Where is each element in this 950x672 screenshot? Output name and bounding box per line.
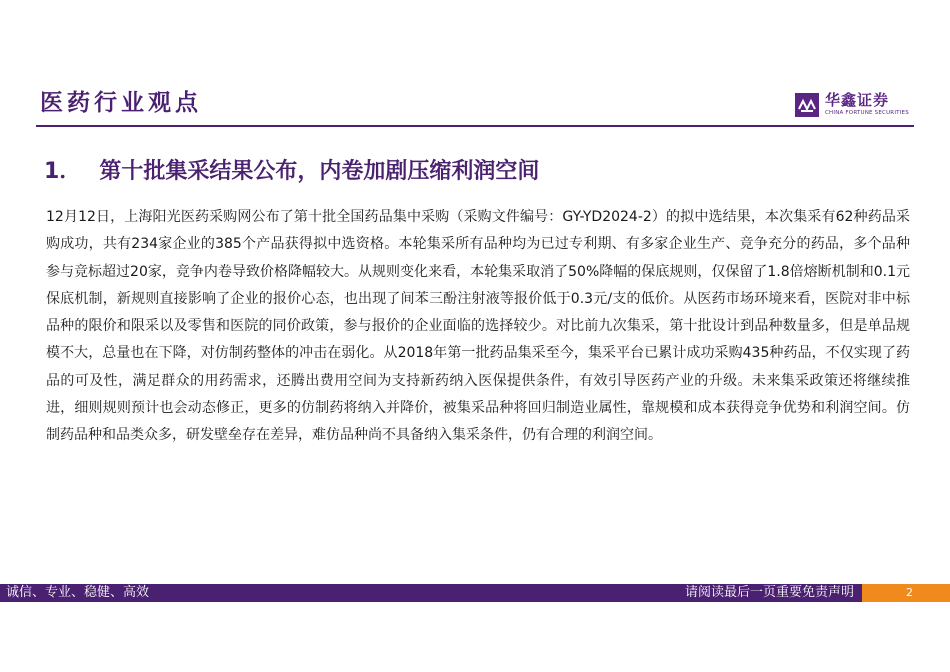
page-title: 医药行业观点 xyxy=(40,90,202,116)
page-number: 2 xyxy=(906,586,913,599)
footer-slogan: 诚信、专业、稳健、高效 xyxy=(6,585,150,600)
section-heading xyxy=(44,154,539,185)
body-paragraph: 12月12日，上海阳光医药采购网公布了第十批全国药品集中采购（采购文件编号：GY-YD2024-2）的拟中选结果，本次集采有62种药品采购成功，共有234家企业的385个产品获得拟中选资格。本轮集采所有品种均为已过专利期、有多家企业生产、竞争充分的药品，多个品种参与竞标超过20家，竞争内卷导致价格降幅较大。从规则变化来看，本轮集采取消了50%降幅的保底规则，仅保留了1.8倍熔断机制和0.1元保底机制，新规则直接影响了企业的报价心态，也出现了间苯三酚注射液等报价低于0.3元/支的低价。从医药市场环境来看，医院对非中标品种的限价和限采以及零售和医院的同价政策，参与报价的企业面临的选择较少。对比前九次集采，第十批设计到品种数量多，但是单品规模不大，总量也在下降，对仿制药整体的冲击在弱化。从2018年第一批药品集采至今，集采平台已累计成功采购435种药品，不仅实现了药品的可及性，满足群众的用药需求，还腾出费用空间为支持新药纳入医保提供条件，有效引导医药产业的升级。未来集采政策还将继续推进，细则规则预计也会动态修正，更多的仿制药将纳入并降价，被集采品种将回归制造业属性，靠规模和成本获得竞争优势和利润空间。仿制药品种和品类众多，研发壁垒存在差异，难仿品种尚不具备纳入集采条件，仍有合理的利润空间。 xyxy=(46,209,910,444)
footer-disclaimer: 请阅读最后一页重要免责声明 xyxy=(684,585,854,600)
footer-bar xyxy=(0,584,950,602)
section-heading-text: 第十批集采结果公布，内卷加剧压缩利润空间 xyxy=(99,159,540,184)
logo-chinese-name: 华鑫证券 xyxy=(825,91,890,110)
header-divider xyxy=(36,125,914,127)
page-number-box xyxy=(862,584,950,602)
logo-english-name: CHINA FORTUNE SECURITIES xyxy=(825,110,909,117)
company-logo xyxy=(795,88,920,122)
section-number: 1． xyxy=(44,159,82,184)
logo-mark-icon xyxy=(795,93,819,117)
